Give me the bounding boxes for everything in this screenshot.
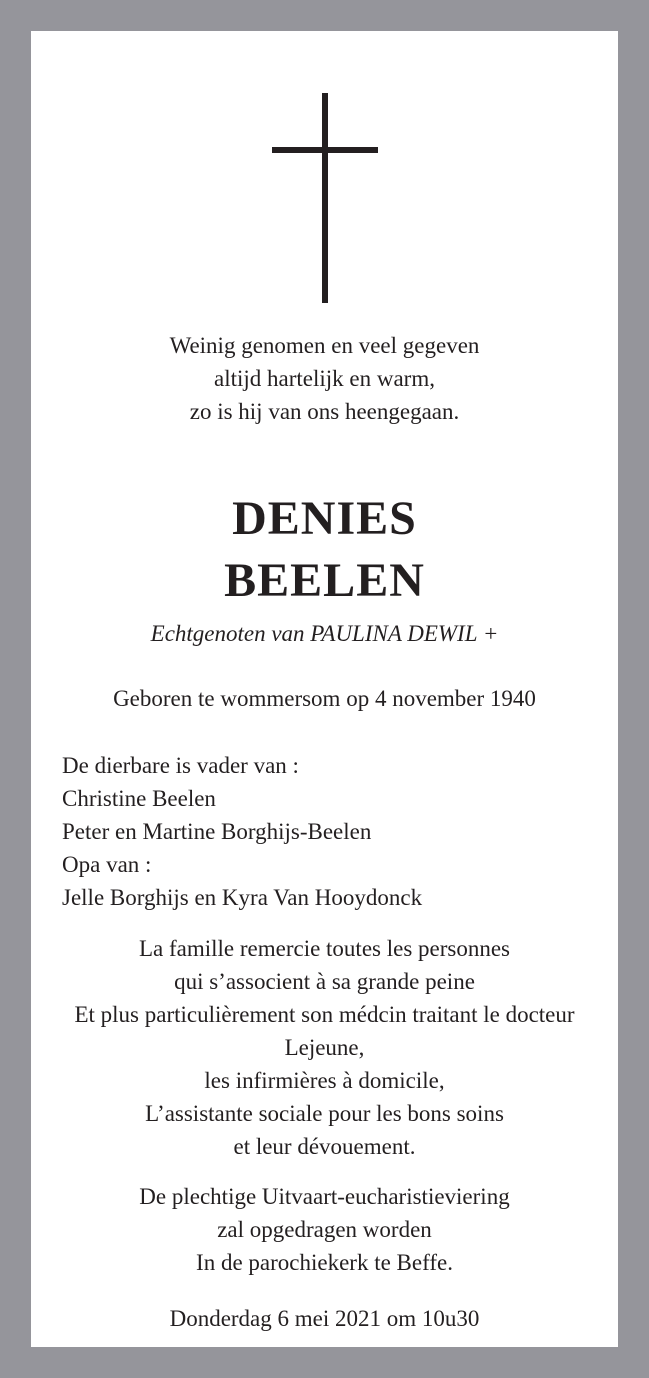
epigraph-line: altijd hartelijk en warm, <box>214 366 435 391</box>
thanks-line: L’assistante sociale pour les bons soins <box>145 1101 504 1126</box>
memorial-card <box>31 31 618 1347</box>
deceased-name-block <box>62 488 587 650</box>
thanks-paragraph <box>62 932 587 1163</box>
service-date-line: Donderdag 6 mei 2021 om 10u30 <box>169 1306 480 1331</box>
thanks-line: La famille remercie toutes les personnes <box>138 936 511 961</box>
grandchildren-intro: Opa van : <box>62 852 152 877</box>
epigraph-line: Weinig genomen en veel gegeven <box>169 333 480 358</box>
thanks-line: qui s’associent à sa grande peine <box>174 969 475 994</box>
birth-line: Geboren te wommersom op 4 november 1940 <box>113 686 536 711</box>
epigraph-line: zo is hij van ons heengegaan. <box>189 399 460 424</box>
service-announcement <box>62 1180 587 1279</box>
grandchildren: Jelle Borghijs en Kyra Van Hooydonck <box>62 885 423 910</box>
service-line: De plechtige Uitvaart-eucharistieviering <box>139 1184 510 1209</box>
thanks-line: et leur dévouement. <box>233 1134 416 1159</box>
cross-horizontal-bar <box>272 147 378 153</box>
cross-vertical-bar <box>322 93 328 303</box>
deceased-first-name: DENIES <box>232 492 417 545</box>
family-member: Christine Beelen <box>62 786 216 811</box>
family-intro: De dierbare is vader van : <box>62 753 299 778</box>
family-member: Peter en Martine Borghijs-Beelen <box>62 819 372 844</box>
thanks-line: Et plus particulièrement son médcin traitant le docteur <box>74 1002 575 1027</box>
deceased-last-name: BEELEN <box>224 554 425 607</box>
thanks-line: les infirmières à domicile, <box>204 1068 445 1093</box>
thanks-line: Lejeune, <box>284 1035 365 1060</box>
epigraph <box>62 329 587 428</box>
service-line: zal opgedragen worden <box>217 1217 432 1242</box>
service-line: In de parochiekerk te Beffe. <box>196 1250 453 1275</box>
latin-cross-icon <box>272 93 378 303</box>
family-list <box>62 749 587 914</box>
spouse-line: Echtgenoten van PAULINA DEWIL + <box>150 621 499 646</box>
